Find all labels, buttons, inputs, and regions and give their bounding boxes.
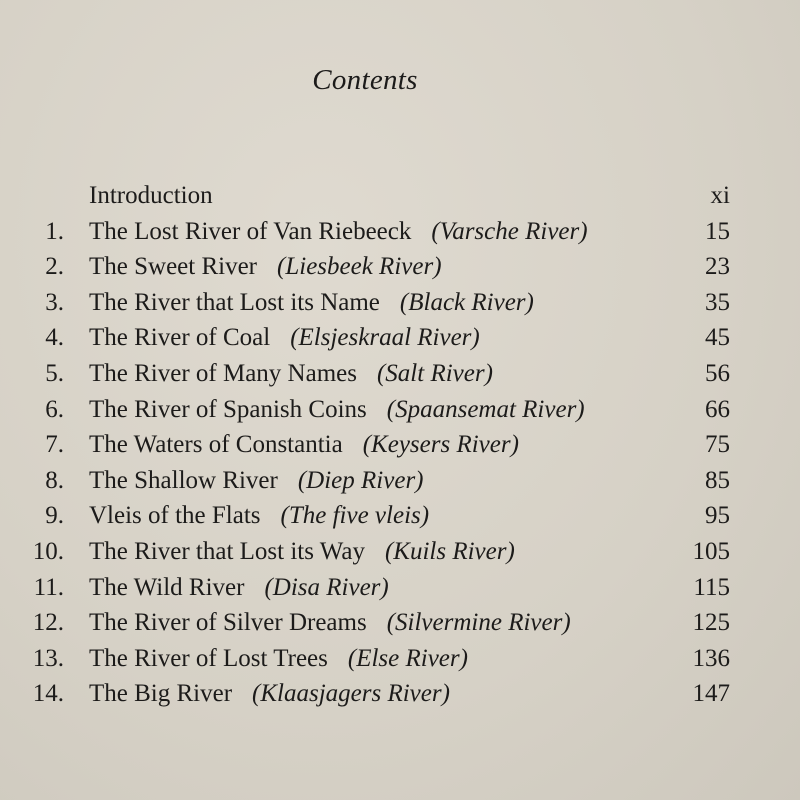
chapter-title-text: The River of Silver Dreams <box>89 609 367 637</box>
toc-row <box>0 676 800 712</box>
chapter-number: 13. <box>32 644 64 672</box>
chapter-title <box>89 605 571 641</box>
toc-row <box>0 320 800 356</box>
contents-heading: Contents <box>312 64 418 96</box>
river-name: (Kuils River) <box>384 537 515 565</box>
river-name: (Diep River) <box>297 466 424 494</box>
chapter-title-text: The Shallow River <box>89 466 278 494</box>
chapter-number: 9. <box>45 502 64 530</box>
chapter-title <box>89 498 429 534</box>
toc-row <box>0 463 800 499</box>
chapter-number: 8. <box>45 466 64 494</box>
chapter-title-text: The River that Lost its Name <box>89 288 380 316</box>
chapter-title-text: The River that Lost its Way <box>89 537 365 565</box>
page-number: 125 <box>692 609 730 637</box>
chapter-number: 1. <box>45 217 64 245</box>
chapter-number: 4. <box>45 324 64 352</box>
chapter-title <box>89 676 450 712</box>
chapter-title-text: The Waters of Constantia <box>89 431 343 459</box>
toc-row-introduction <box>0 178 800 214</box>
chapter-title <box>89 570 389 606</box>
chapter-title <box>89 214 588 250</box>
chapter-title-text: The River of Many Names <box>89 359 357 387</box>
toc-row <box>0 285 800 321</box>
toc-row <box>0 570 800 606</box>
toc-row <box>0 392 800 428</box>
chapter-title-text: The River of Coal <box>89 324 271 352</box>
page-number: 15 <box>705 217 730 245</box>
page-number: 35 <box>705 288 730 316</box>
page-number: 105 <box>692 537 730 565</box>
table-of-contents <box>0 178 800 712</box>
chapter-title <box>89 285 534 321</box>
page-number: 23 <box>705 253 730 281</box>
chapter-number: 3. <box>45 288 64 316</box>
chapter-number: 14. <box>32 680 64 708</box>
toc-row <box>0 249 800 285</box>
toc-row <box>0 214 800 250</box>
chapter-title-text: The Wild River <box>89 573 245 601</box>
chapter-number: 5. <box>45 359 64 387</box>
toc-row <box>0 427 800 463</box>
introduction-title: Introduction <box>89 182 213 209</box>
river-name: (Disa River) <box>264 573 389 601</box>
chapter-number: 6. <box>45 395 64 423</box>
river-name: (Salt River) <box>376 359 493 387</box>
chapter-title <box>89 392 585 428</box>
page-number: 95 <box>705 502 730 530</box>
chapter-title <box>89 534 515 570</box>
chapter-title <box>89 356 493 392</box>
chapter-number: 7. <box>45 431 64 459</box>
river-name: (Spaansemat River) <box>386 395 585 423</box>
river-name: (The five vleis) <box>280 502 430 530</box>
chapter-title-text: The River of Spanish Coins <box>89 395 367 423</box>
chapter-title <box>89 427 519 463</box>
chapter-number: 10. <box>32 537 64 565</box>
chapter-title-text: The River of Lost Trees <box>89 644 328 672</box>
page-number: 85 <box>705 466 730 494</box>
introduction-page-number: xi <box>710 182 730 209</box>
river-name: (Liesbeek River) <box>277 253 442 281</box>
chapter-title-text: Vleis of the Flats <box>89 502 261 530</box>
river-name: (Else River) <box>347 644 468 672</box>
chapter-title-text: The Sweet River <box>89 253 258 281</box>
chapter-title-text: The Lost River of Van Riebeeck <box>89 217 412 245</box>
toc-row <box>0 641 800 677</box>
toc-row <box>0 356 800 392</box>
river-name: (Keysers River) <box>362 431 519 459</box>
chapter-title <box>89 463 424 499</box>
chapter-title-text: The Big River <box>89 680 233 708</box>
river-name: (Varsche River) <box>431 217 588 245</box>
river-name: (Black River) <box>399 288 534 316</box>
page-number: 136 <box>692 644 730 672</box>
toc-row <box>0 605 800 641</box>
river-name: (Silvermine River) <box>386 609 571 637</box>
page-number: 56 <box>705 359 730 387</box>
river-name: (Elsjeskraal River) <box>290 324 480 352</box>
page-number: 45 <box>705 324 730 352</box>
chapter-number: 2. <box>45 253 64 281</box>
chapter-title <box>89 320 480 356</box>
page-number: 66 <box>705 395 730 423</box>
chapter-number: 11. <box>33 573 64 601</box>
page-number: 147 <box>692 680 730 708</box>
page-number: 115 <box>693 573 730 601</box>
page-number: 75 <box>705 431 730 459</box>
chapter-number: 12. <box>32 609 64 637</box>
toc-row <box>0 534 800 570</box>
toc-row <box>0 498 800 534</box>
chapter-title <box>89 641 468 677</box>
river-name: (Klaasjagers River) <box>252 680 450 708</box>
chapter-title <box>89 249 442 285</box>
